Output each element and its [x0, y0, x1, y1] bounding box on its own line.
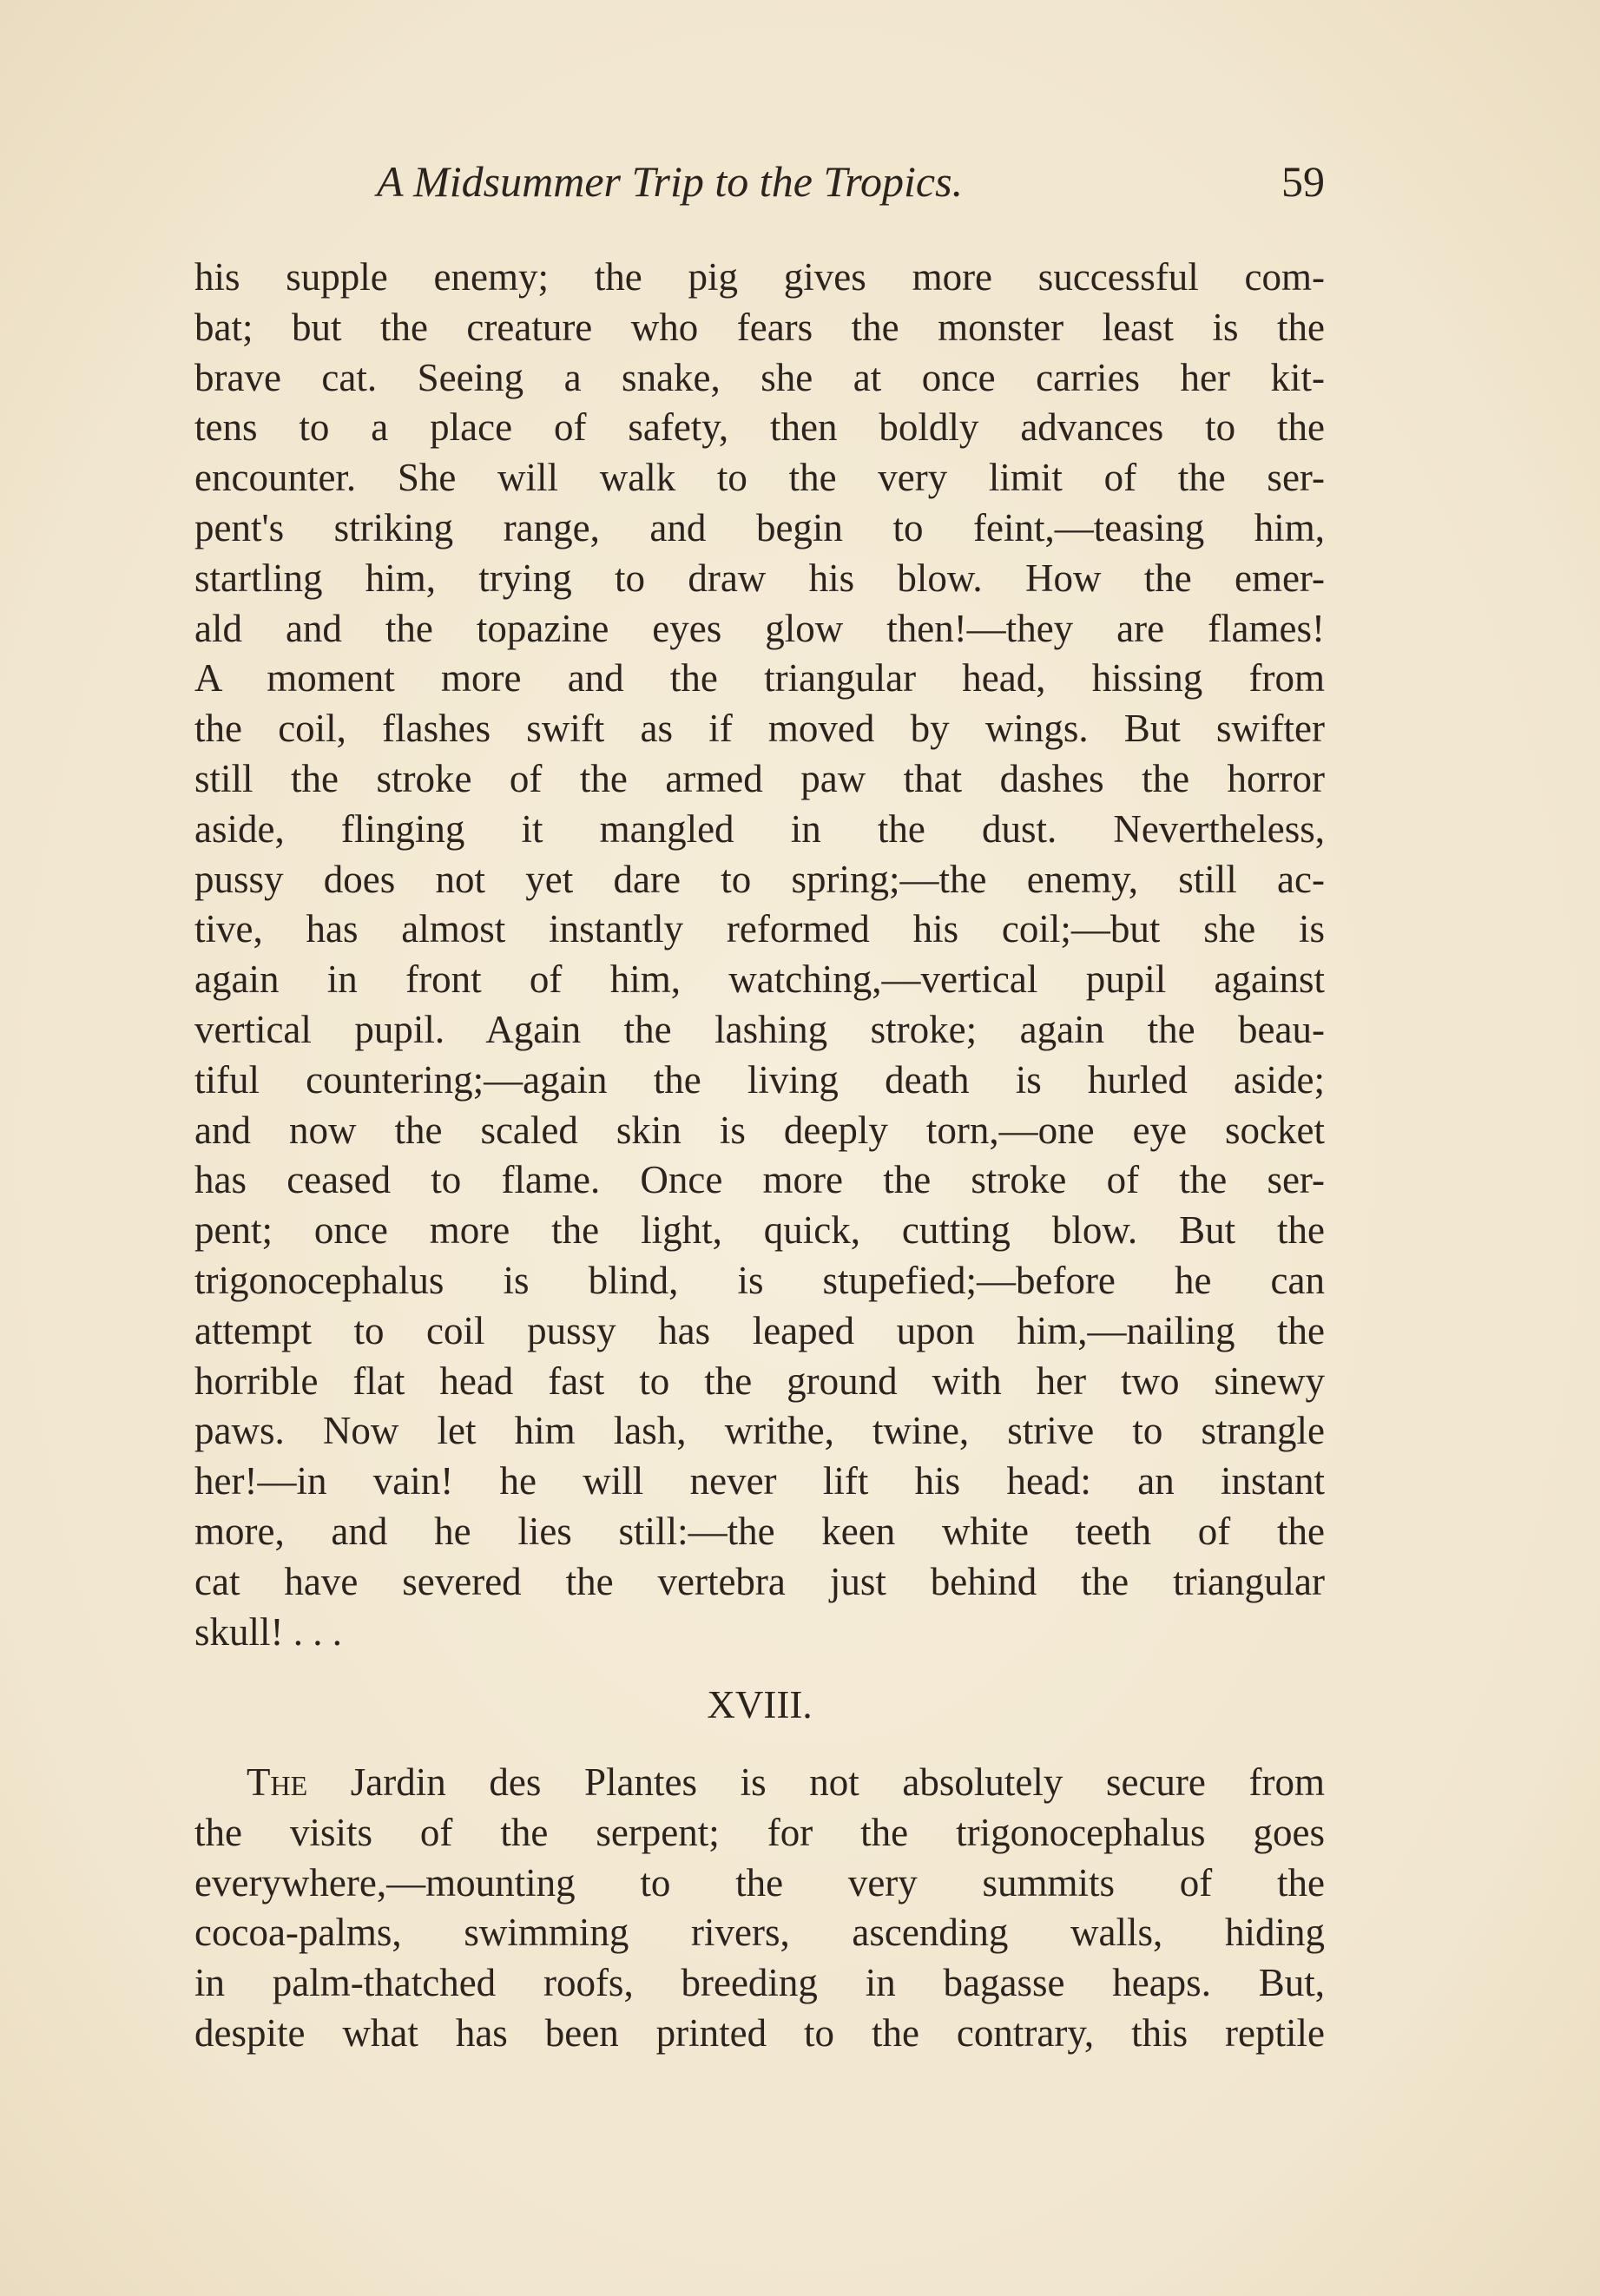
text-line: again in front of him, watching,—vertical pupil against [194, 957, 1325, 1002]
page-header [194, 156, 1325, 217]
text-line: pussy does not yet dare to spring;—the enemy, still ac- [194, 857, 1325, 901]
text-line: skull! . . . [194, 1609, 343, 1654]
text-line: attempt to coil pussy has leaped upon him,—nailing the [194, 1308, 1325, 1352]
text-line: aside, flinging it mangled in the dust. Nevertheless, [194, 806, 1325, 851]
text-line: the coil, flashes swift as if moved by wings. But swifter [194, 707, 1325, 751]
text-line: tens to a place of safety, then boldly advances to the [194, 405, 1325, 450]
text-line [194, 1758, 1325, 1808]
text-line: startling him, trying to draw his blow. How the emer- [194, 556, 1325, 600]
line-text: Jardin des Plantes is not absolutely secure from [307, 1760, 1325, 1804]
text-line: brave cat. Seeing a snake, she at once carries her kit- [194, 355, 1325, 399]
text-line: ald and the topazine eyes glow then!—they are flames! [194, 606, 1325, 650]
text-line: cocoa-palms, swimming rivers, ascending walls, hiding [194, 1911, 1325, 1955]
text-line: vertical pupil. Again the lashing stroke; again the beau- [194, 1007, 1325, 1051]
paragraph-2 [194, 1758, 1325, 2059]
text-line: her!—in vain! he will never lift his head: an instant [194, 1459, 1325, 1503]
text-line: still the stroke of the armed paw that dashes the horror [194, 756, 1325, 800]
paragraph-1 [194, 253, 1325, 1657]
text-line: bat; but the creature who fears the monster least is the [194, 305, 1325, 349]
text-line: pent; once more the light, quick, cutting blow. But the [194, 1208, 1325, 1253]
drop-word: The [247, 1760, 308, 1804]
text-line: tive, has almost instantly reformed his coil;—but she is [194, 907, 1325, 951]
text-line: everywhere,—mounting to the very summits of the [194, 1860, 1325, 1905]
text-line: A moment more and the triangular head, hissing from [194, 656, 1325, 701]
text-line: and now the scaled skin is deeply torn,—one eye socket [194, 1108, 1325, 1152]
text-line: more, and he lies still:—the keen white teeth of the [194, 1509, 1325, 1553]
text-line: has ceased to flame. Once more the stroke of the ser- [194, 1158, 1325, 1202]
running-title: A Midsummer Trip to the Tropics. [377, 157, 964, 206]
text-line: in palm-thatched roofs, breeding in bagasse heaps. But, [194, 1961, 1325, 2005]
text-line: paws. Now let him lash, writhe, twine, strive to strangle [194, 1409, 1325, 1453]
text-line: cat have severed the vertebra just behind the triangular [194, 1559, 1325, 1603]
text-line: horrible flat head fast to the ground with her two sinewy [194, 1359, 1325, 1403]
text-line: tiful countering;—again the living death is hurled aside; [194, 1057, 1325, 1102]
text-line: despite what has been printed to the contrary, this reptile [194, 2010, 1325, 2055]
section-heading: XVIII. [707, 1683, 813, 1727]
text-line: the visits of the serpent; for the trigonocephalus goes [194, 1810, 1325, 1854]
text-line: pent's striking range, and begin to feint,—teasing him, [194, 505, 1325, 549]
text-line: his supple enemy; the pig gives more successful com- [194, 255, 1325, 299]
text-line: trigonocephalus is blind, is stupefied;—before he can [194, 1258, 1325, 1302]
page-number: 59 [1281, 157, 1325, 206]
text-line: encounter. She will walk to the very limit of the ser- [194, 456, 1325, 500]
